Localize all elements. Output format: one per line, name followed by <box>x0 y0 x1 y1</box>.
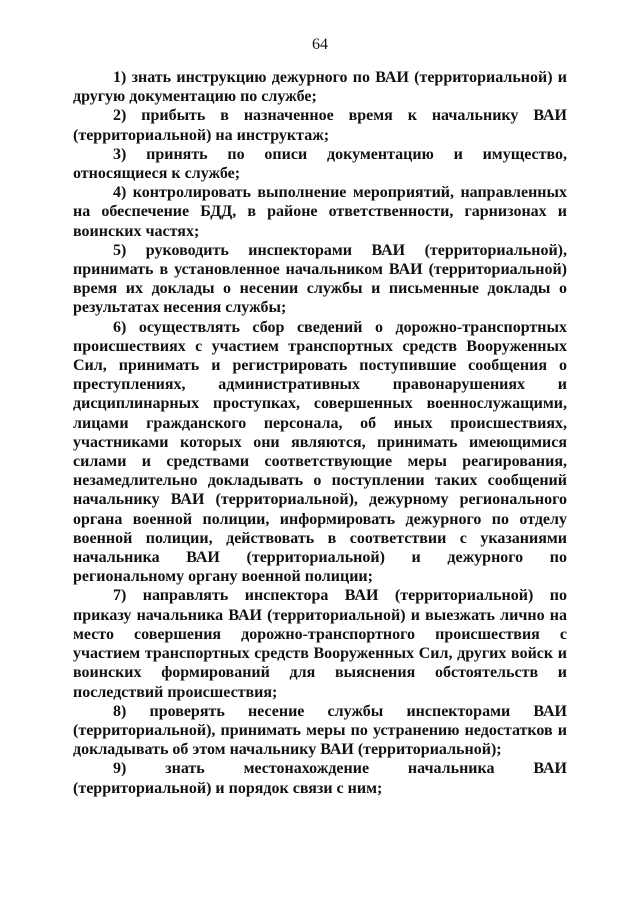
list-item-8: 8) проверять несение службы инспекторами ВАИ (территориальной), принимать меры по устранению недостатков и докладывать об этом начальнику ВАИ (территориальной); <box>73 702 567 759</box>
document-body <box>73 68 567 798</box>
list-item-9: 9) знать местонахождение начальника ВАИ (территориальной) и порядок связи с ним; <box>73 760 567 797</box>
list-item-7: 7) направлять инспектора ВАИ (территориальной) по приказу начальника ВАИ (территориальной) и выезжать лично на место совершения дорожно-транспортного происшествия с участием транспортных средств Вооруженных Сил, других войск и воинских формирований для выяснения обстоятельств и последствий происшествия; <box>73 587 567 701</box>
list-item-3: 3) принять по описи документацию и имущество, относящиеся к службе; <box>73 145 567 183</box>
list-item-4: 4) контролировать выполнение мероприятий, направленных на обеспечение БДД, в районе ответственности, гарнизонах и воинских частях; <box>73 184 567 240</box>
list-item-5: 5) руководить инспекторами ВАИ (территориальной), принимать в установленное начальником ВАИ (территориальной) время их доклады о несении службы и письменные доклады о результатах несения службы; <box>73 241 567 317</box>
page-number: 64 <box>312 36 328 53</box>
list-item-2: 2) прибыть в назначенное время к начальнику ВАИ (территориальной) на инструктаж; <box>73 107 567 144</box>
list-item-1: 1) знать инструкцию дежурного по ВАИ (территориальной) и другую документацию по службе; <box>73 69 567 106</box>
list-item-6: 6) осуществлять сбор сведений о дорожно-транспортных происшествиях с участием транспортных средств Вооруженных Сил, принимать и регистрировать поступившие сообщения о преступлениях, административных правонарушениях и дисциплинарных проступках, совершенных военнослужащими, лицами гражданского персонала, об иных происшествиях, участниками которых они являются, принимать имеющимися силами и средствами соответствующие меры реагирования, незамедлительно докладывать о поступлении таких сообщений начальнику ВАИ (территориальной), дежурному регионального органа военной полиции, информировать дежурного по отделу военной полиции, действовать в соответствии с указаниями начальника ВАИ (территориальной) и дежурного по региональному органу военной полиции; <box>73 318 567 586</box>
